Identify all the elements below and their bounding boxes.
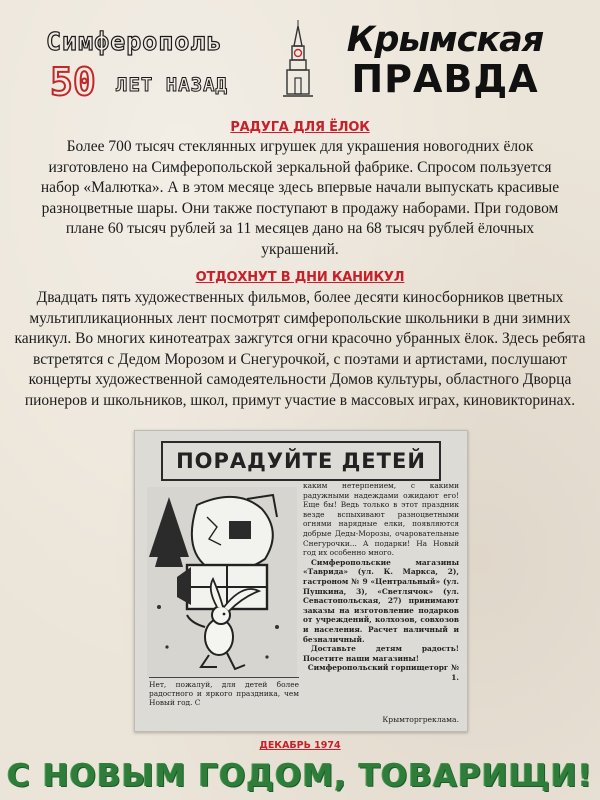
- header-left: [46, 27, 276, 104]
- newspaper-logo-line2: ПРАВДА: [351, 57, 539, 101]
- article-2-body: Двадцать пять художественных фильмов, более десяти киносборников цветных мультипликационных лент посмотрят симферопольские школьники в дни зимних каникул. Во многих кинотеатрах зажгутся огни красочно убранных ёлок. Здесь ребята встретятся с Дедом Морозом и Снегурочкой, с поэтами и артистами, послушают концерты художественной самодеятельности Домов культуры, областного Дворца пионеров и школьников, школ, примут участие в массовых играх, киновикторинах.: [14, 289, 586, 409]
- clipping-paragraph-2: Симферопольские магазины «Таврида» (ул. К. Маркса, 2), гастроном № 9 «Центральный» (ул. Пушкина, 3), «Светлячок» (ул. Севастопольская, 27) принимают заказы на изготовление подарков от учреждений, колхозов, совхозов и населения. Расчет наличный и безналичный.: [303, 557, 459, 644]
- date-line: ДЕКАБРЬ 1974: [259, 740, 341, 751]
- clipping-signature: Крымторгреклама.: [382, 715, 459, 724]
- new-year-banner: С НОВЫМ ГОДОМ, ТОВАРИЩИ!: [7, 758, 593, 794]
- clipping-paragraph-3: Доставьте детям радость! Посетите наши магазины!: [303, 644, 459, 663]
- header-city: Симферополь: [46, 27, 223, 56]
- header-years-text: ЛЕТ НАЗАД: [116, 74, 228, 96]
- rabbit-illustration: [147, 487, 297, 677]
- clipping-paragraph-4: Симферопольский горпищеторг № 1.: [307, 663, 459, 682]
- article-1-headline: РАДУГА ДЛЯ ЁЛОК: [230, 120, 370, 135]
- article-2-headline: ОТДОХНУТ В ДНИ КАНИКУЛ: [195, 270, 405, 285]
- newspaper-logo-line1: Крымская: [346, 20, 544, 60]
- newspaper-logo: [330, 22, 560, 100]
- header-years-number: 50: [50, 60, 96, 104]
- clipping-title: ПОРАДУЙТЕ ДЕТЕЙ: [161, 441, 441, 481]
- article-1-body: Более 700 тысяч стеклянных игрушек для украшения новогодних ёлок изготовлено на Симферопольской зеркальной фабрике. Спросом пользуется набор «Малютка». А в этом месяце здесь впервые начали выпускать красивые разноцветные шары. Они также поступают в продажу наборами. При годовом плане 60 тысяч рублей за 11 месяцев дано на 68 тысяч рублей ёлочных украшений.: [40, 138, 560, 258]
- newspaper-clipping: [134, 430, 468, 732]
- clipping-paragraph-1: каким нетерпением, с какими радужными надеждами ожидают его! Еще бы! Ведь только в этот праздник везде вспыхивают разноцветными огнями нарядные елки, появляются добрые Деды-Морозы, очаровательные Снегурочки... А подарки! На Новый год их особенно много.: [303, 481, 459, 558]
- clipping-column: [303, 481, 459, 682]
- tower-icon: [283, 20, 313, 98]
- clipping-intro-box: Нет, пожалуй, для детей более радостного и яркого праздника, чем Новый год. С: [149, 677, 299, 708]
